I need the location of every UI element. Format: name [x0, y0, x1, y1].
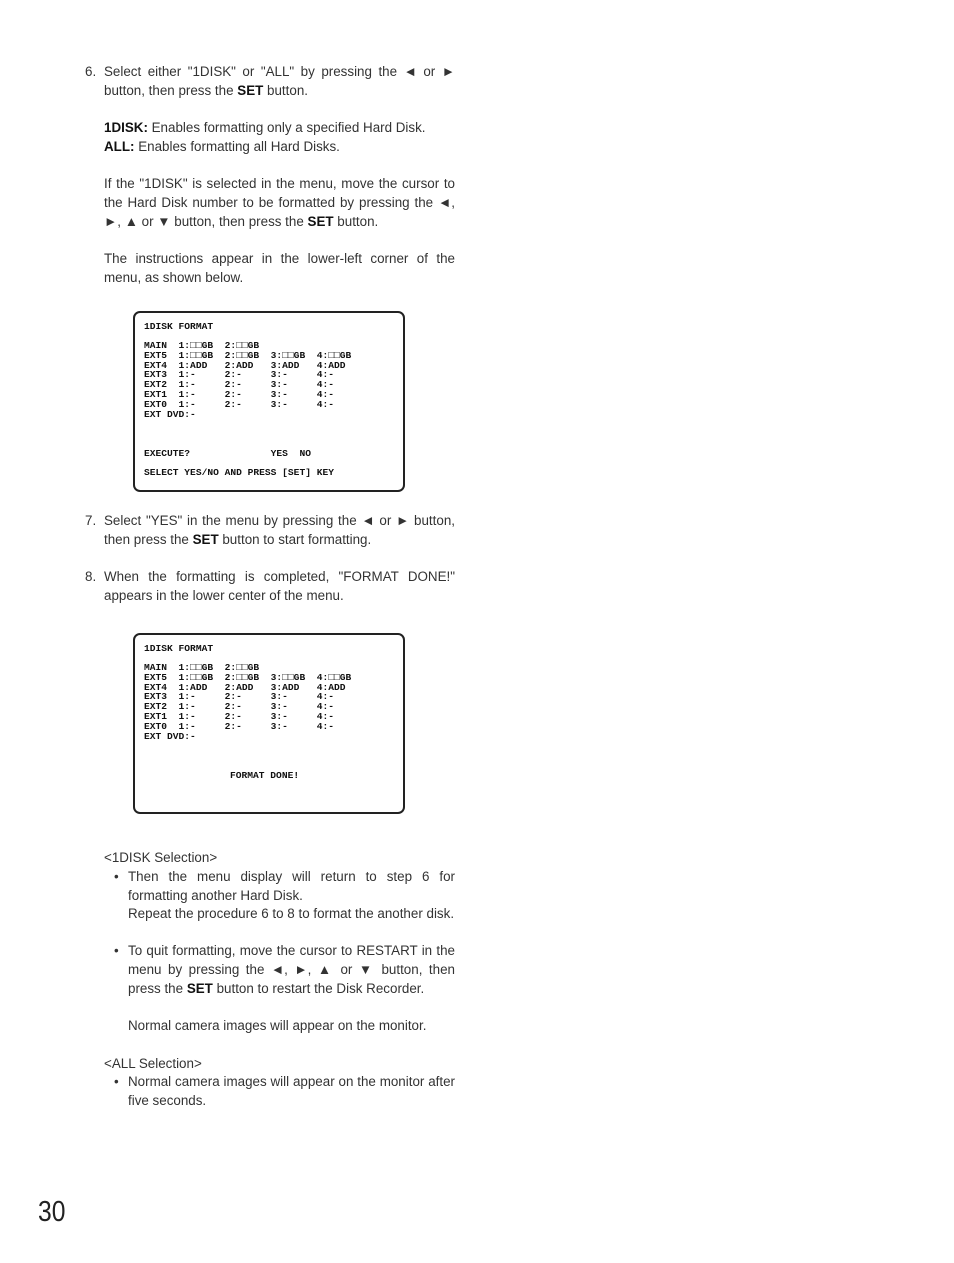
bullet-marker: •	[114, 943, 119, 958]
bullet-marker: •	[114, 869, 119, 884]
step-7-number: 7.	[85, 513, 97, 528]
step-6-line1: Select either "1DISK" or "ALL" by pressing the ◄ or ►	[104, 64, 455, 79]
definition-all: ALL: Enables formatting all Hard Disks.	[104, 139, 340, 154]
bullet-all-normal-images: Normal camera images will appear on the monitor after five seconds.	[128, 1074, 455, 1108]
menu-screen-format-done	[133, 633, 405, 814]
screen-execute-prompt: EXECUTE? YES NO	[144, 448, 311, 459]
definition-1disk: 1DISK: Enables formatting only a specified Hard Disk.	[104, 120, 426, 135]
screen-instruction: SELECT YES/NO AND PRESS [SET] KEY	[144, 467, 334, 478]
section-all-selection-heading: <ALL Selection>	[104, 1056, 202, 1071]
page-number: 30	[38, 1196, 66, 1228]
bullet-1disk-repeat: Repeat the procedure 6 to 8 to format the another disk.	[128, 906, 455, 921]
screen-title: 1DISK FORMAT	[144, 321, 214, 332]
screen-disk-rows: MAIN 1:□□GB 2:□□GB EXT5 1:□□GB 2:□□GB 3:□□GB 4:□□GB EXT4 1:ADD 2:ADD 3:ADD 4:ADD EXT3 1:- 2:- 3:- 4:- EXT2 1:- 2:- 3:- 4:- EXT1 1:- 2:- 3:- 4:- EXT0 1:- 2:- 3:- 4:- EXT DVD:-	[144, 662, 352, 742]
step-6-instructions-paragraph: The instructions appear in the lower-left corner of the menu, as shown below.	[104, 251, 455, 285]
section-1disk-selection-heading: <1DISK Selection>	[104, 850, 218, 865]
bullet-marker: •	[114, 1074, 119, 1089]
step-6-number: 6.	[85, 64, 97, 79]
bullet-1disk-return: Then the menu display will return to step 6 for formatting another Hard Disk.	[128, 869, 455, 903]
bullet-1disk-quit: To quit formatting, move the cursor to RESTART in the menu by pressing the ◄, ►, ▲ or ▼ button, then press the SET button to restart the Disk Recorder.	[128, 943, 455, 996]
step-8-text: When the formatting is completed, "FORMAT DONE!" appears in the lower center of the menu.	[104, 569, 455, 603]
bullet-1disk-normal-images: Normal camera images will appear on the monitor.	[128, 1018, 427, 1033]
step-6-line2: button, then press the SET button.	[104, 83, 308, 98]
screen-title: 1DISK FORMAT	[144, 643, 214, 654]
step-7-text: Select "YES" in the menu by pressing the ◄ or ► button, then press the SET button to start formatting.	[104, 513, 455, 547]
screen-format-done: FORMAT DONE!	[230, 770, 300, 781]
step-8-number: 8.	[85, 569, 97, 584]
menu-screen-execute	[133, 311, 405, 492]
step-6-cursor-paragraph: If the "1DISK" is selected in the menu, move the cursor to the Hard Disk number to be formatted by pressing the ◄, ►, ▲ or ▼ button, then press the SET button.	[104, 176, 455, 229]
screen-disk-rows: MAIN 1:□□GB 2:□□GB EXT5 1:□□GB 2:□□GB 3:□□GB 4:□□GB EXT4 1:ADD 2:ADD 3:ADD 4:ADD EXT3 1:- 2:- 3:- 4:- EXT2 1:- 2:- 3:- 4:- EXT1 1:- 2:- 3:- 4:- EXT0 1:- 2:- 3:- 4:- EXT DVD:-	[144, 340, 352, 420]
